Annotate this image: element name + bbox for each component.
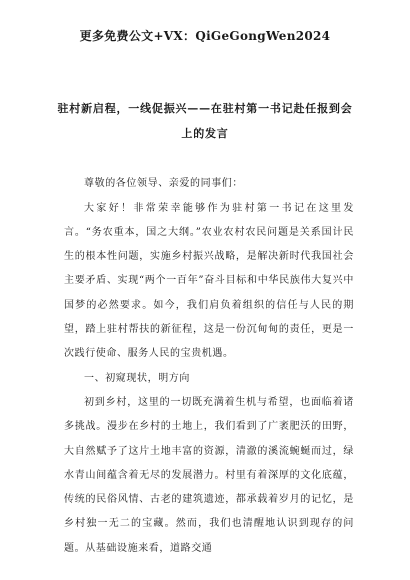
page-header: 更多免费公文+VX：QiGeGongWen2024 bbox=[79, 29, 331, 43]
document-title-line-1: 驻村新启程，一线促振兴——在驻村第一书记赴任报到会 bbox=[57, 102, 353, 115]
document-title-line-2: 上的发言 bbox=[181, 127, 229, 140]
section-heading-1: 一、初窥现状，明方向 bbox=[84, 372, 190, 384]
paragraph-intro: 大家好！非常荣幸能够作为驻村第一书记在这里发言。“务农重本，国之大纲。”农业农村农民问题是关系国计民生的根本性问题，实施乡村振兴战略，是解决新时代我国社会主要矛盾、实现“两个一百年”奋斗目标和中华民族伟大复兴中国梦的必然要求。如今，我们肩负着组织的信任与人民的期望，踏上驻村帮扶的新征程，这是一份沉甸甸的责任，更是一次践行使命、服务人民的宝贵机遇。 bbox=[64, 202, 354, 360]
document-body bbox=[64, 148, 354, 561]
paragraph-section-1: 初到乡村，这里的一切既充满着生机与希望，也面临着诸多挑战。漫步在乡村的土地上，我们看到了广袤肥沃的田野，大自然赋予了这片土地丰富的资源，清澈的溪流蜿蜒而过，绿水青山间蕴含着无尽的发展潜力。村里有着深厚的文化底蕴，传统的民俗风情、古老的建筑遗迹，都承载着岁月的记忆，是乡村独一无二的宝藏。然而，我们也清醒地认识到现存的问题。从基础设施来看，道路交通 bbox=[64, 396, 354, 554]
salutation: 尊敬的各位领导、亲爱的同事们： bbox=[84, 178, 243, 190]
spacer bbox=[64, 148, 354, 172]
